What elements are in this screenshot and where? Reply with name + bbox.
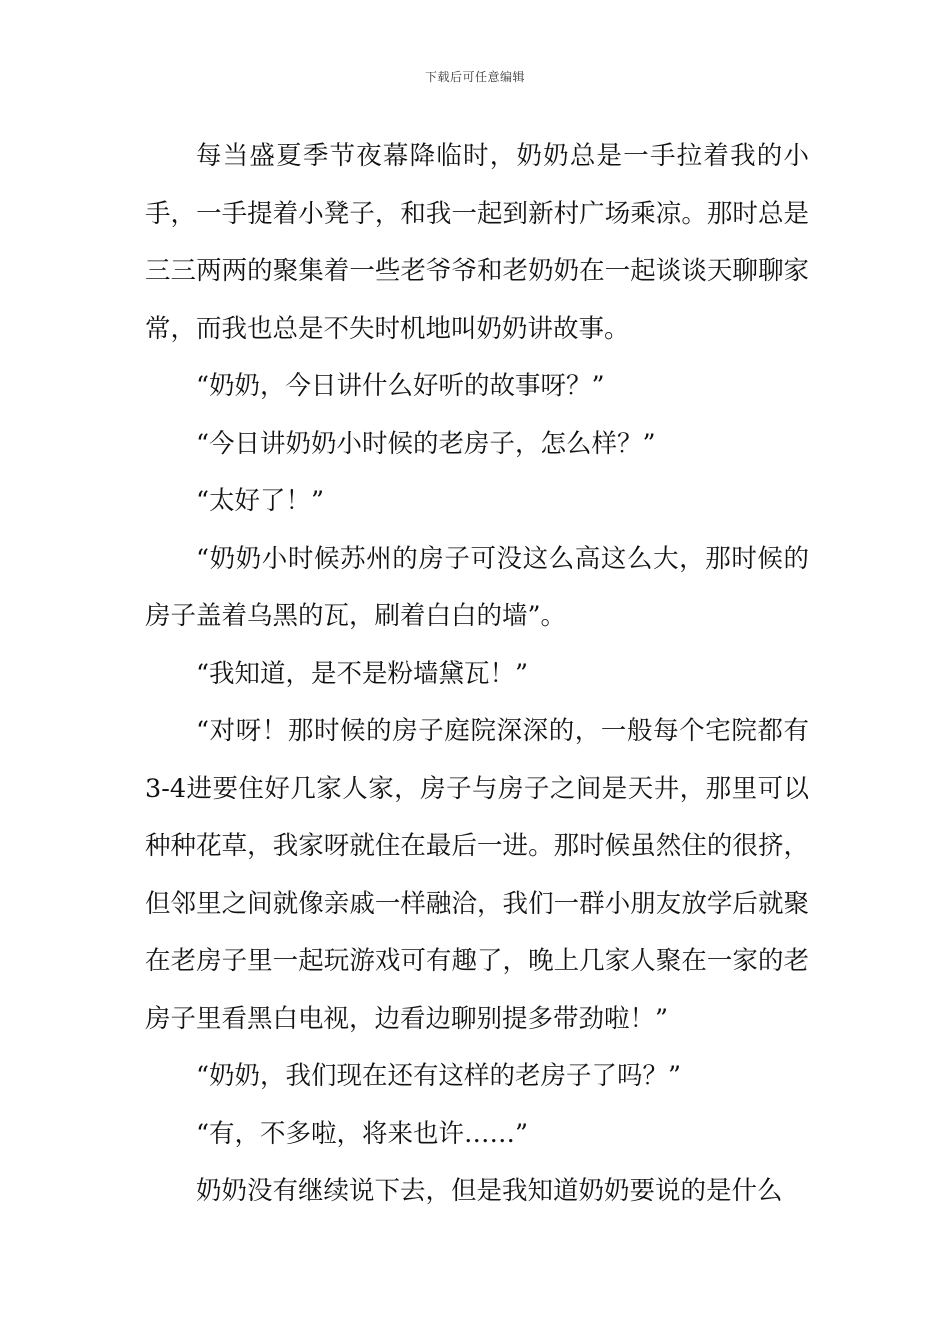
page-header: 下载后可任意编辑 xyxy=(424,70,525,84)
paragraph-4: “太好了！” xyxy=(196,486,325,516)
paragraph-8: “奶奶，我们现在还有这样的老房子了吗？” xyxy=(196,1061,682,1091)
paragraph-5: “奶奶小时候苏州的房子可没这么高这么大，那时候的房子盖着乌黑的瓦，刷着白白的墙”。 xyxy=(145,543,809,631)
paragraph-9: “有，不多啦，将来也许……” xyxy=(196,1118,529,1149)
paragraph-3: “今日讲奶奶小时候的老房子，怎么样？” xyxy=(196,428,656,459)
story-body xyxy=(145,128,809,1221)
paragraph-2: “奶奶，今日讲什么好听的故事呀？” xyxy=(196,371,605,401)
paragraph-10: 奶奶没有继续说下去，但是我知道奶奶要说的是什么 xyxy=(196,1176,783,1206)
paragraph-7: “对呀！那时候的房子庭院深深的，一般每个宅院都有3-4进要住好几家人家，房子与房子之间是天井，那里可以种种花草，我家呀就住在最后一进。那时候虽然住的很挤，但邻里之间就像亲戚一样融洽，我们一群小朋友放学后就聚在老房子里一起玩游戏可有趣了，晚上几家人聚在一家的老房子里看黑白电视，边看边聊别提多带劲啦！” xyxy=(145,716,809,1034)
paragraph-6: “我知道，是不是粉墙黛瓦！” xyxy=(196,658,529,689)
paragraph-1: 每当盛夏季节夜幕降临时，奶奶总是一手拉着我的小手，一手提着小凳子，和我一起到新村广场乘凉。那时总是三三两两的聚集着一些老爷爷和老奶奶在一起谈谈天聊聊家常，而我也总是不失时机地叫奶奶讲故事。 xyxy=(145,141,809,344)
